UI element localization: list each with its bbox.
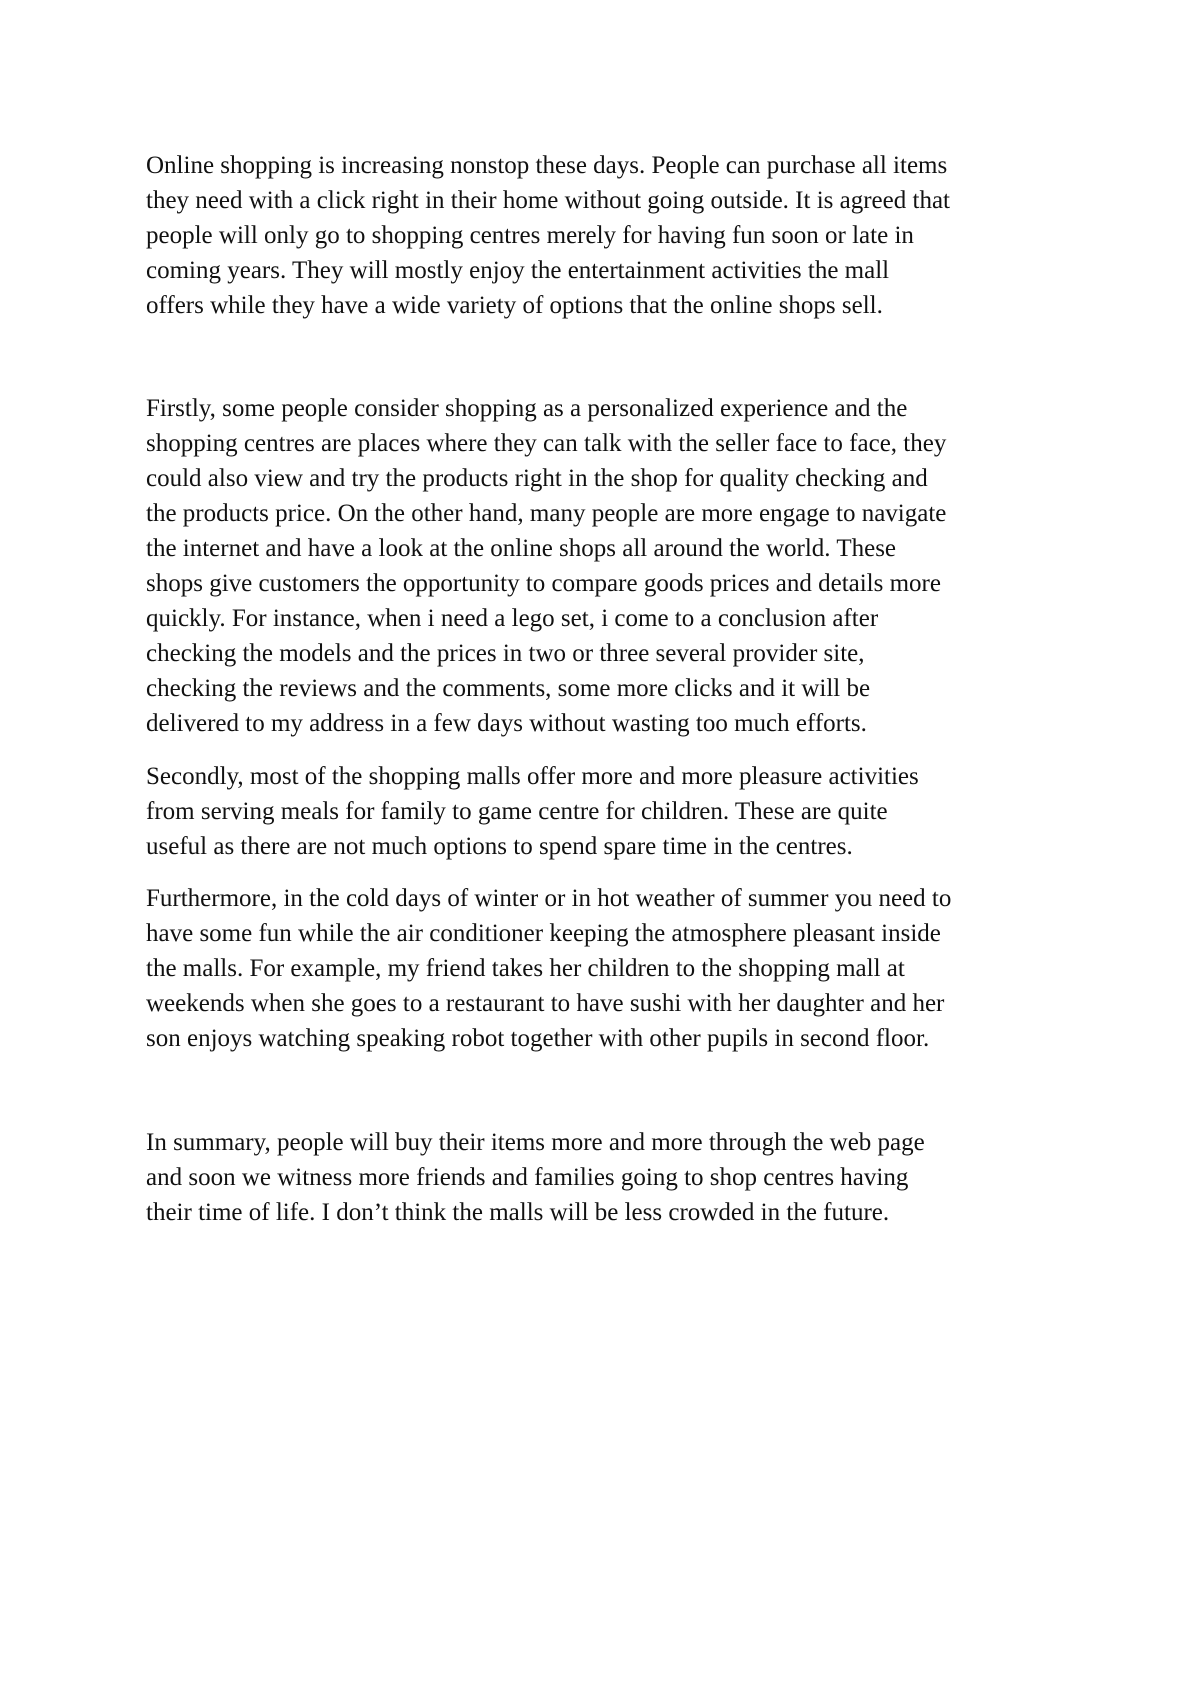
text-line: Furthermore, in the cold days of winter or in hot weather of summer you need to [146,885,952,912]
text-line: Secondly, most of the shopping malls offer more and more pleasure activities [146,763,919,790]
text-line: son enjoys watching speaking robot together with other pupils in second floor. [146,1025,930,1052]
text-line: In summary, people will buy their items more and more through the web page [146,1129,925,1156]
text-line: the internet and have a look at the online shops all around the world. These [146,535,897,562]
text-line: the products price. On the other hand, many people are more engage to navigate [146,500,947,527]
text-line: shops give customers the opportunity to compare goods prices and details more [146,570,941,597]
text-line: and soon we witness more friends and families going to shop centres having [146,1164,909,1191]
text-line: offers while they have a wide variety of options that the online shops sell. [146,292,883,319]
text-line: have some fun while the air conditioner keeping the atmosphere pleasant inside [146,920,941,947]
text-line: useful as there are not much options to spend spare time in the centres. [146,833,853,860]
text-line: checking the reviews and the comments, some more clicks and it will be [146,675,871,702]
text-line: their time of life. I don’t think the malls will be less crowded in the future. [146,1199,890,1226]
text-line: weekends when she goes to a restaurant to have sushi with her daughter and her [146,990,945,1017]
paragraph-introduction [146,148,1076,323]
text-line: checking the models and the prices in two or three several provider site, [146,640,865,667]
text-line: could also view and try the products right in the shop for quality checking and [146,465,928,492]
text-line: delivered to my address in a few days without wasting too much efforts. [146,710,867,737]
text-line: they need with a click right in their home without going outside. It is agreed that [146,187,950,214]
text-line: Online shopping is increasing nonstop these days. People can purchase all items [146,152,948,179]
paragraph-summary [146,1125,1076,1230]
text-line: people will only go to shopping centres merely for having fun soon or late in [146,222,914,249]
text-line: Firstly, some people consider shopping as a personalized experience and the [146,395,908,422]
text-line: the malls. For example, my friend takes her children to the shopping mall at [146,955,905,982]
paragraph-secondly [146,759,1076,864]
text-line: shopping centres are places where they can talk with the seller face to face, they [146,430,947,457]
text-line: quickly. For instance, when i need a lego set, i come to a conclusion after [146,605,879,632]
paragraph-firstly [146,391,1076,741]
text-line: from serving meals for family to game centre for children. These are quite [146,798,888,825]
paragraph-furthermore [146,881,1076,1056]
text-line: coming years. They will mostly enjoy the entertainment activities the mall [146,257,890,284]
